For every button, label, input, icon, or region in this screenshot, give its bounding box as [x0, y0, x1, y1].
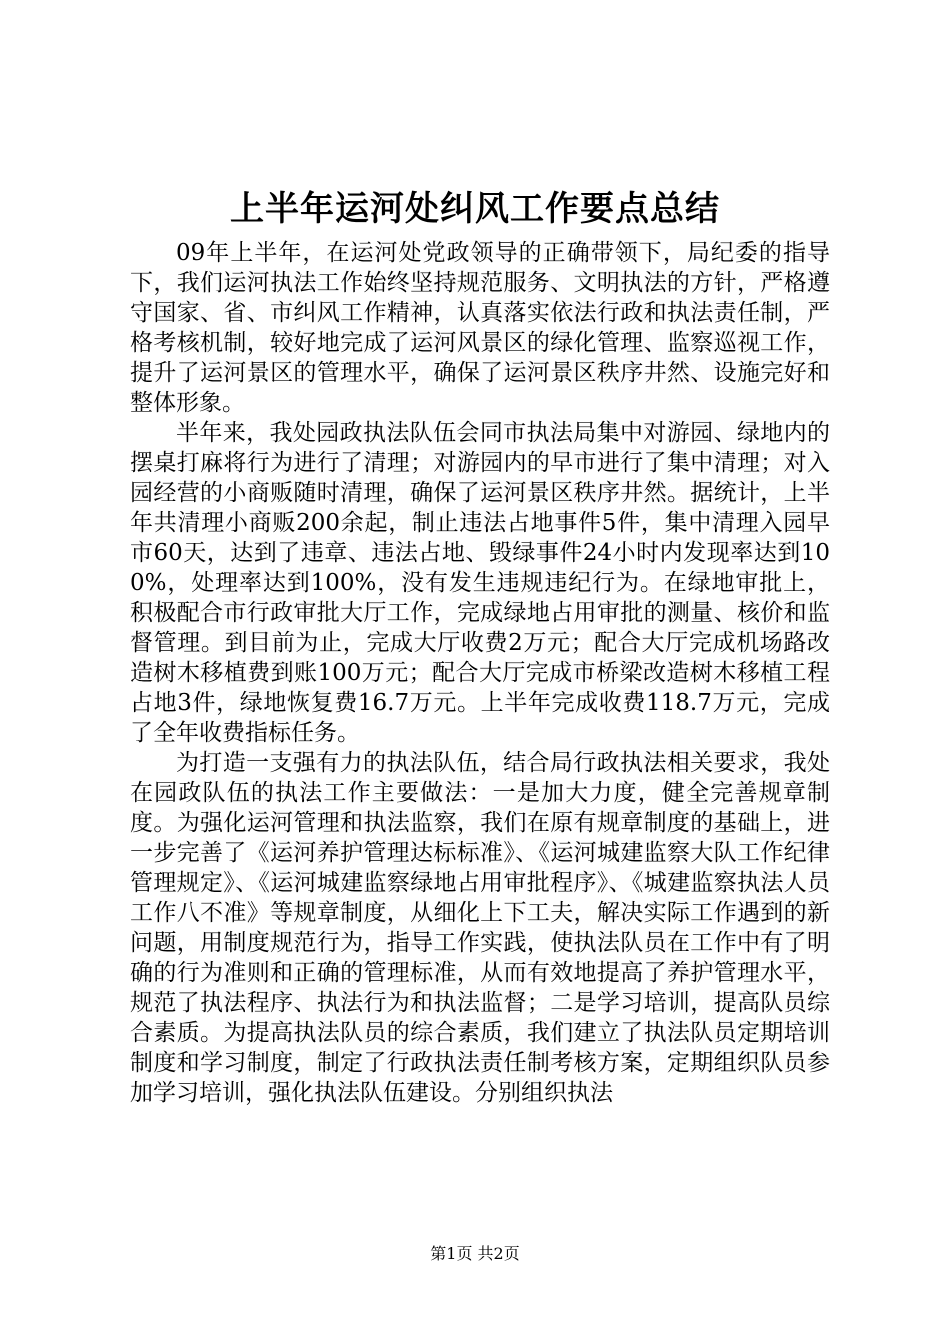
document-body	[130, 238, 830, 1108]
paragraph-2: 半年来，我处园政执法队伍会同市执法局集中对游园、绿地内的摆桌打麻将行为进行了清理；对游园内的早市进行了集中清理；对入园经营的小商贩随时清理，确保了运河景区秩序井然。据统计，上半年共清理小商贩200余起，制止违法占地事件5件，集中清理入园早市60天，达到了违章、违法占地、毁绿事件24小时内发现率达到100%，处理率达到100%，没有发生违规违纪行为。在绿地审批上，积极配合市行政审批大厅工作，完成绿地占用审批的测量、核价和监督管理。到目前为止，完成大厅收费2万元；配合大厅完成机场路改造树木移植费到账100万元；配合大厅完成市桥梁改造树木移植工程占地3件，绿地恢复费16.7万元。上半年完成收费118.7万元，完成了全年收费指标任务。	[130, 420, 830, 746]
document-title: 上半年运河处纠风工作要点总结	[230, 189, 720, 229]
paragraph-1: 09年上半年，在运河处党政领导的正确带领下，局纪委的指导下，我们运河执法工作始终坚持规范服务、文明执法的方针，严格遵守国家、省、市纠风工作精神，认真落实依法行政和执法责任制，严格考核机制，较好地完成了运河风景区的绿化管理、监察巡视工作，提升了运河景区的管理水平，确保了运河景区秩序井然、设施完好和整体形象。	[130, 240, 830, 416]
page-number-footer: 第1页 共2页	[430, 1244, 520, 1263]
paragraph-3: 为打造一支强有力的执法队伍，结合局行政执法相关要求，我处在园政队伍的执法工作主要做法：一是加大力度，健全完善规章制度。为强化运河管理和执法监察，我们在原有规章制度的基础上，进一步完善了《运河养护管理达标标准》、《运河城建监察大队工作纪律管理规定》、《运河城建监察绿地占用审批程序》、《城建监察执法人员工作八不准》等规章制度，从细化上下工夫，解决实际工作遇到的新问题，用制度规范行为，指导工作实践，使执法队员在工作中有了明确的行为准则和正确的管理标准，从而有效地提高了养护管理水平，规范了执法程序、执法行为和执法监督；二是学习培训，提高队员综合素质。为提高执法队员的综合素质，我们建立了执法队员定期培训制度和学习制度，制定了行政执法责任制考核方案，定期组织队员参加学习培训，强化执法队伍建设。分别组织执法	[130, 750, 830, 1106]
